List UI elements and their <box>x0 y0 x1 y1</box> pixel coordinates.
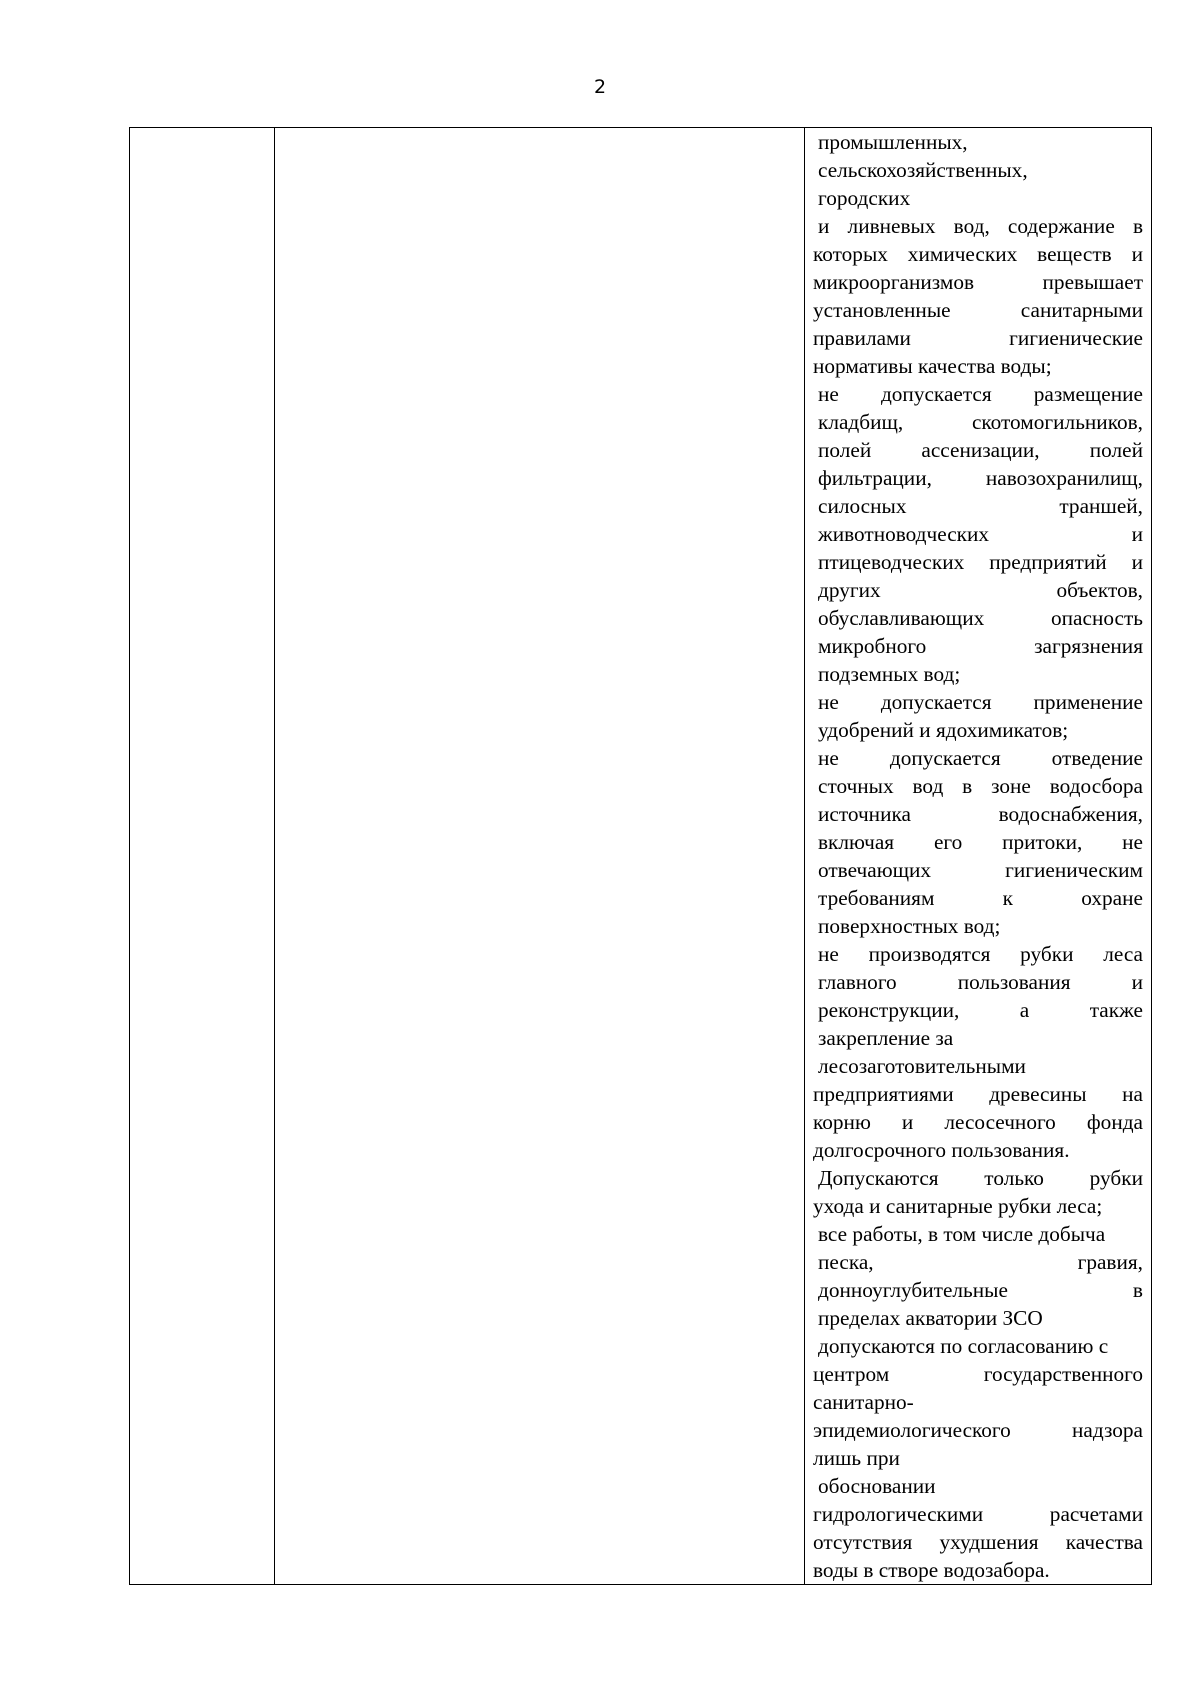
text-line: сточных вод в зоне водосбора <box>818 774 1143 798</box>
text-line: гидрологическими расчетами <box>813 1502 1143 1526</box>
text-line: долгосрочного пользования. <box>813 1138 1070 1162</box>
text-line: животноводческих и <box>818 522 1143 546</box>
text-line: - не допускается отведение <box>813 744 1143 772</box>
text-line: нормативы качества воды; <box>813 354 1052 378</box>
text-line: и ливневых вод, содержание в <box>818 214 1143 238</box>
text-line: песка, гравия, <box>818 1250 1143 1274</box>
text-line: отвечающих гигиеническим <box>818 858 1143 882</box>
text-line: - не допускается применение <box>813 688 1143 716</box>
text-line: закрепление за <box>818 1026 954 1050</box>
text-line: промышленных, <box>818 130 968 154</box>
text-line: удобрений и ядохимикатов; <box>818 718 1069 742</box>
text-line: лишь при <box>813 1446 900 1470</box>
page-number: 2 <box>593 76 607 98</box>
table-cell-col-3 <box>805 128 1152 1585</box>
text-line: эпидемиологического надзора <box>813 1418 1143 1442</box>
cell-text-block <box>805 128 1151 1584</box>
text-line: донноуглубительные в <box>818 1278 1143 1302</box>
text-line: санитарно- <box>813 1390 914 1414</box>
text-line: допускаются по согласованию с <box>818 1334 1109 1358</box>
text-line: Допускаются только рубки <box>818 1166 1143 1190</box>
text-line: пределах акватории ЗСО <box>818 1306 1043 1330</box>
text-line: главного пользования и <box>818 970 1143 994</box>
text-line: сельскохозяйственных, <box>818 158 1028 182</box>
text-line: других объектов, <box>818 578 1143 602</box>
text-line: корню и лесосечного фонда <box>813 1110 1143 1134</box>
text-line: поверхностных вод; <box>818 914 1001 938</box>
text-line: требованиям к охране <box>818 886 1143 910</box>
text-line: подземных вод; <box>818 662 961 686</box>
text-line: которых химических веществ и <box>813 242 1143 266</box>
text-line: - не производятся рубки леса <box>813 940 1143 968</box>
text-line: ухода и санитарные рубки леса; <box>813 1194 1103 1218</box>
text-line: включая его притоки, не <box>818 830 1143 854</box>
text-line: фильтрации, навозохранилищ, <box>818 466 1143 490</box>
text-line: отсутствия ухудшения качества <box>813 1530 1143 1554</box>
text-line: источника водоснабжения, <box>818 802 1143 826</box>
text-line: - все работы, в том числе добыча <box>813 1220 1143 1248</box>
text-line: лесозаготовительными <box>818 1054 1026 1078</box>
text-line: кладбищ, скотомогильников, <box>818 410 1143 434</box>
text-line: воды в створе водозабора. <box>813 1558 1050 1582</box>
text-line: обосновании <box>818 1474 936 1498</box>
text-line: обуславливающих опасность <box>818 606 1143 630</box>
text-line: - не допускается размещение <box>813 380 1143 408</box>
text-line: реконструкции, а также <box>818 998 1143 1022</box>
text-line: городских <box>818 186 911 210</box>
text-line: микроорганизмов превышает <box>813 270 1143 294</box>
table-cell-col-1 <box>130 128 275 1585</box>
text-line: силосных траншей, <box>818 494 1143 518</box>
text-line: полей ассенизации, полей <box>818 438 1143 462</box>
text-line: центром государственного <box>813 1362 1143 1386</box>
text-line: правилами гигиенические <box>813 326 1143 350</box>
text-line: предприятиями древесины на <box>813 1082 1143 1106</box>
document-table <box>129 127 1152 1585</box>
table-row <box>130 128 1152 1585</box>
text-line: микробного загрязнения <box>818 634 1143 658</box>
text-line: птицеводческих предприятий и <box>818 550 1143 574</box>
text-line: установленные санитарными <box>813 298 1143 322</box>
table-cell-col-2 <box>275 128 805 1585</box>
